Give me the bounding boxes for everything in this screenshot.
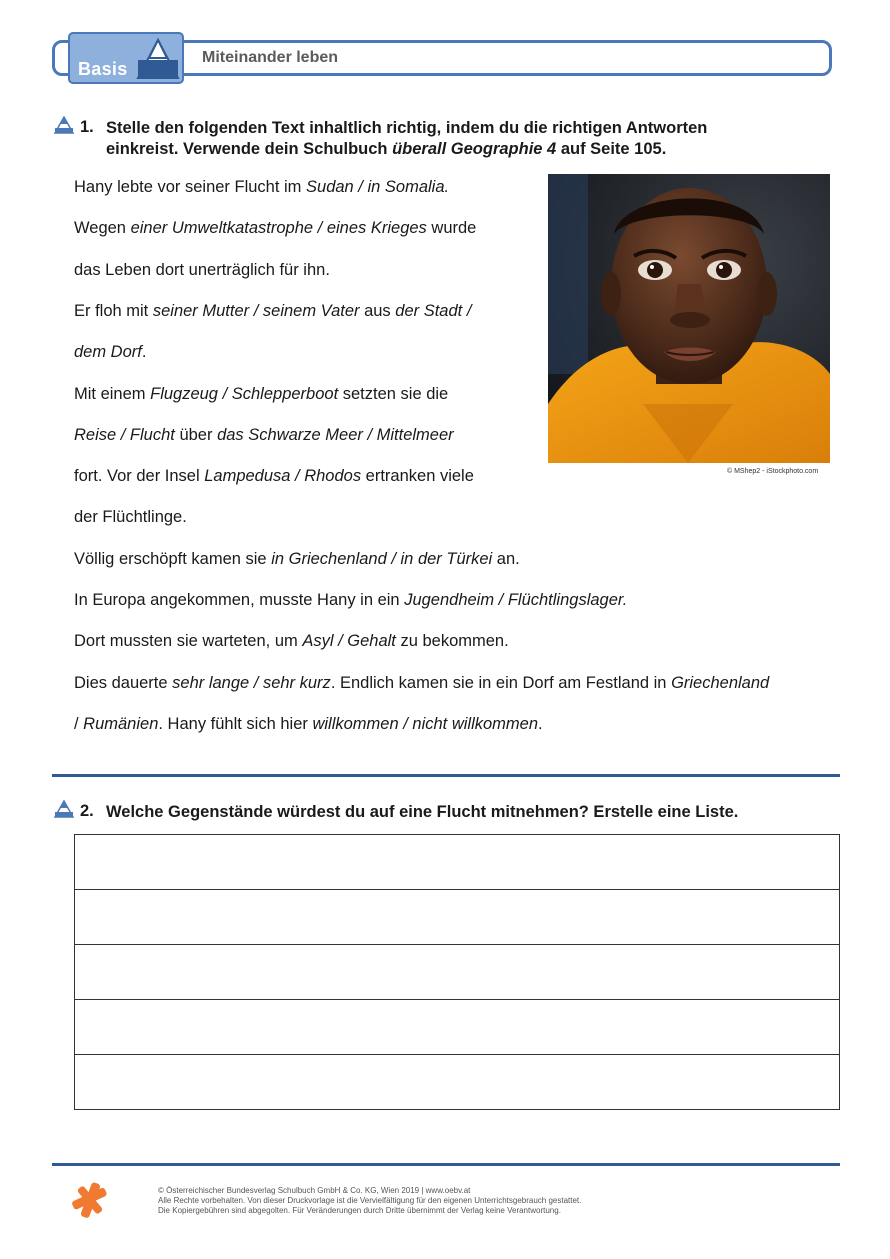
- answer-option[interactable]: Jugendheim / Flüchtlingslager.: [404, 591, 628, 609]
- answer-option[interactable]: Lampedusa / Rhodos: [204, 467, 362, 486]
- section-divider: [52, 774, 840, 777]
- answer-option[interactable]: seiner Mutter / seinem Vater: [152, 301, 360, 320]
- cloze-line: [74, 385, 448, 404]
- publisher-logo-icon: [70, 1180, 110, 1220]
- cloze-text-segment: wurde: [426, 219, 477, 238]
- answer-cell[interactable]: [75, 890, 840, 945]
- cloze-text-segment: setzten sie die: [338, 384, 449, 403]
- answer-option[interactable]: in Griechenland / in der Türkei: [271, 549, 493, 568]
- cloze-text-segment: der Flüchtlinge.: [74, 508, 187, 527]
- task1-instruction: [106, 118, 707, 160]
- answer-option[interactable]: Rumänien: [83, 714, 159, 733]
- answer-row[interactable]: [75, 835, 840, 890]
- answer-option[interactable]: das Schwarze Meer / Mittelmeer: [217, 425, 454, 444]
- answer-option[interactable]: Sudan / in Somalia.: [306, 178, 450, 196]
- level-badge: [68, 32, 184, 84]
- task1-line2: einkreist. Verwende dein Schulbuch überall Geographie 4 auf Seite 105.: [106, 140, 667, 158]
- cloze-line: [74, 426, 454, 445]
- answer-row[interactable]: [75, 1055, 840, 1110]
- photo-credit: © MShep2 - iStockphoto.com: [727, 468, 819, 475]
- cloze-text-segment: .: [141, 343, 147, 362]
- answer-list-table: [74, 834, 840, 1110]
- cloze-line: [74, 467, 474, 486]
- pyramid-level-icon: [54, 116, 74, 134]
- answer-option[interactable]: Flugzeug / Schlepperboot: [150, 384, 339, 403]
- answer-row[interactable]: [75, 945, 840, 1000]
- cloze-text-segment: In Europa angekommen, musste Hany in ein: [74, 591, 405, 609]
- answer-option[interactable]: Asyl / Gehalt: [302, 632, 396, 651]
- cloze-line: [74, 508, 187, 527]
- cloze-text-segment: Mit einem: [74, 384, 151, 403]
- schoolbook-title: überall Geographie 4: [392, 140, 557, 158]
- cloze-line: [74, 591, 627, 610]
- cloze-text-segment: das Leben dort unerträglich für ihn.: [74, 260, 330, 279]
- cloze-line: [74, 178, 449, 197]
- cloze-text-segment: Hany lebte vor seiner Flucht im: [74, 178, 307, 196]
- cloze-text-segment: /: [74, 714, 84, 733]
- answer-option[interactable]: dem Dorf: [74, 343, 142, 362]
- cloze-text-segment: .: [538, 714, 543, 733]
- cloze-text-segment: ertranken viele: [361, 467, 474, 486]
- cloze-text-segment: Wegen: [74, 219, 131, 238]
- answer-option[interactable]: der Stadt /: [395, 301, 472, 320]
- task2-instruction: Welche Gegenstände würdest du auf eine Flucht mitnehmen? Erstelle eine Liste.: [106, 803, 739, 821]
- answer-row[interactable]: [75, 1000, 840, 1055]
- cloze-text-segment: fort. Vor der Insel: [74, 467, 205, 486]
- cloze-text-segment: Völlig erschöpft kamen sie: [74, 549, 272, 568]
- task1-line1: Stelle den folgenden Text inhaltlich richtig, indem du die richtigen Antworten: [106, 119, 708, 137]
- cloze-text-segment: . Endlich kamen sie in ein Dorf am Festland in: [330, 673, 672, 692]
- footer-divider: [52, 1163, 840, 1166]
- answer-option[interactable]: Reise / Flucht: [74, 425, 175, 444]
- cloze-text-segment: aus: [359, 301, 396, 320]
- level-badge-label: Basis: [78, 59, 128, 79]
- cloze-line: [74, 302, 471, 321]
- answer-option[interactable]: willkommen / nicht willkommen: [312, 714, 539, 733]
- cloze-text-segment: zu bekommen.: [395, 632, 509, 651]
- cloze-line: [74, 343, 146, 362]
- answer-option[interactable]: Griechenland: [671, 673, 770, 692]
- answer-option[interactable]: sehr lange / sehr kurz: [172, 673, 331, 692]
- cloze-line: [74, 632, 509, 651]
- level-triangle-icon: [136, 38, 180, 82]
- cloze-text-segment: . Hany fühlt sich hier: [158, 714, 313, 733]
- answer-row[interactable]: [75, 890, 840, 945]
- cloze-line: [74, 550, 520, 569]
- answer-cell[interactable]: [75, 835, 840, 890]
- answer-cell[interactable]: [75, 945, 840, 1000]
- cloze-line: [74, 261, 330, 280]
- photo-boy: [548, 174, 830, 463]
- cloze-text-segment: Er floh mit: [74, 301, 153, 320]
- page-title: Miteinander leben: [202, 49, 339, 66]
- footer-copyright: © Österreichischer Bundesverlag Schulbuch GmbH & Co. KG, Wien 2019 | www.oebv.at Alle Rechte vorbehalten. Von dieser Druckvorlage ist die Vervielfältigung für den eigenen Unterrichtsgebrauch gestattet. Die Kopiergebühren sind abgegolten. Für Veränderungen durch Dritte übernimmt der Verlag keine Verantwortung.: [158, 1186, 582, 1215]
- answer-option[interactable]: einer Umweltkatastrophe / eines Krieges: [130, 219, 427, 238]
- answer-cell[interactable]: [75, 1000, 840, 1055]
- cloze-text-segment: Dort mussten sie warteten, um: [74, 632, 303, 651]
- cloze-text-segment: über: [174, 425, 218, 444]
- task2-number: 2.: [80, 802, 94, 820]
- cloze-text-segment: an.: [492, 549, 520, 568]
- cloze-text-segment: Dies dauerte: [74, 673, 173, 692]
- cloze-line: [74, 715, 543, 734]
- cloze-line: [74, 219, 476, 238]
- pyramid-level-icon: [54, 800, 74, 818]
- cloze-line: [74, 674, 769, 693]
- task1-number: 1.: [80, 118, 94, 136]
- answer-cell[interactable]: [75, 1055, 840, 1110]
